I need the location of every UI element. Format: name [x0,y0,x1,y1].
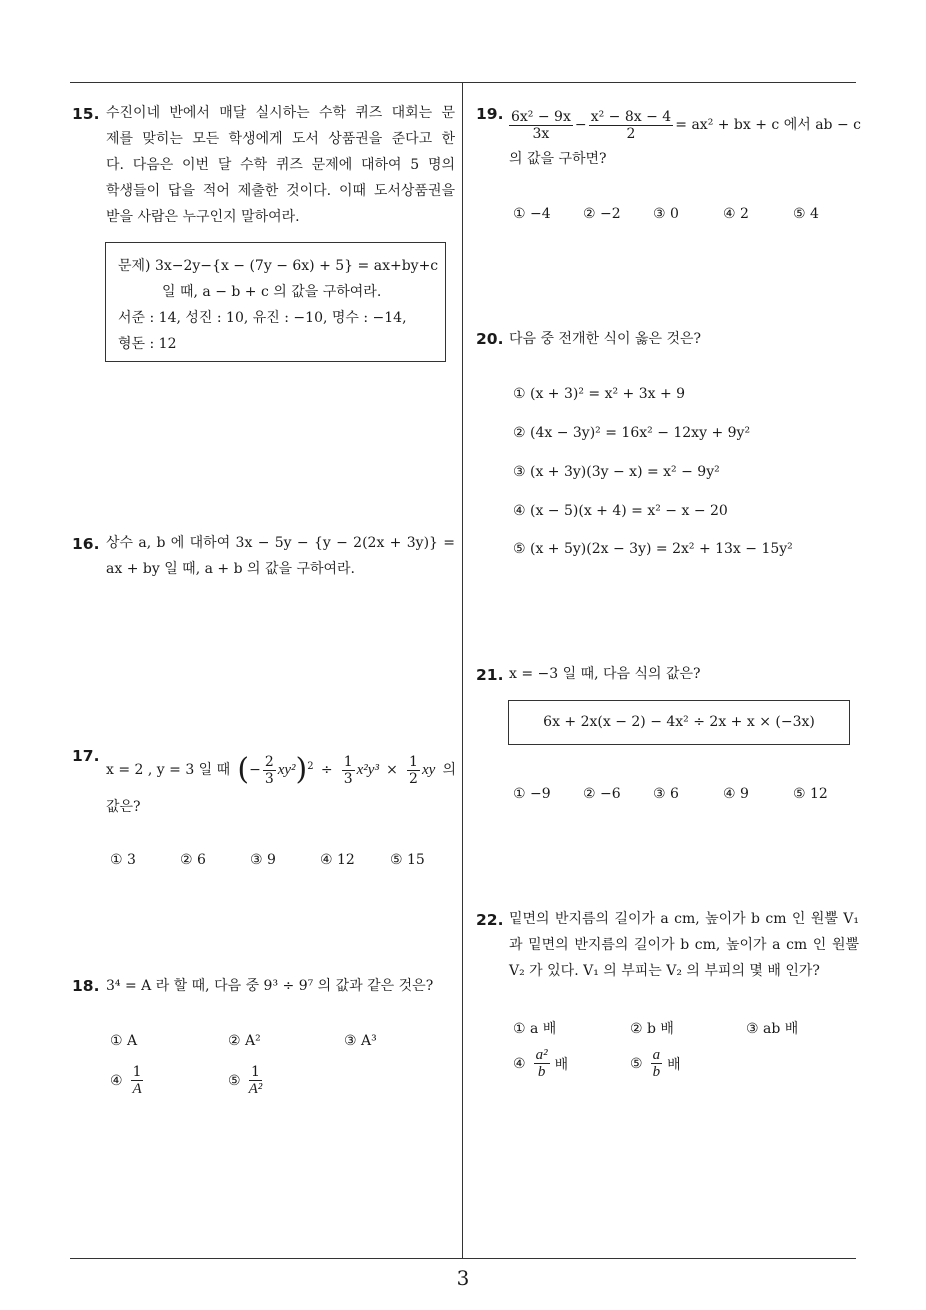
q17-given: x = 2 , y = 3 일 때 [106,762,231,778]
q18-opt5-fraction [249,1064,263,1097]
q17-f3-den: 2 [409,770,418,787]
question-18-text: 3⁴ = A 라 할 때, 다음 중 9³ ÷ 9⁷ 의 값과 같은 것은? [106,978,434,994]
q22-option-5[interactable] [630,1047,681,1080]
q17-times: × [386,762,398,778]
q17-fraction-1 [263,754,276,787]
question-22-line: 과 밑면의 반지름의 길이가 b cm, 높이가 a cm 인 원뿔 [509,937,859,953]
top-rule [70,82,856,83]
q17-option-5[interactable]: ⑤ 15 [390,852,425,868]
q18-option-3[interactable]: ③ A³ [344,1033,377,1049]
column-divider [462,82,463,1259]
q17-minus: − [249,762,261,778]
question-17-number: 17. [72,747,100,765]
question-19-expression [507,103,861,147]
box-line-2: 일 때, a − b + c 의 값을 구하여라. [162,284,382,300]
q22-option-1[interactable]: ① a 배 [513,1021,557,1037]
q20-option-5[interactable]: ⑤ (x + 5y)(2x − 3y) = 2x² + 13x − 15y² [513,541,793,557]
q18-opt4-den: A [132,1081,142,1097]
q18-opt4-label: ④ [110,1072,123,1089]
q20-option-3[interactable]: ③ (x + 3y)(3y − x) = x² − 9y² [513,464,720,480]
question-15-line: 다. 다음은 이번 달 수학 퀴즈 문제에 대하여 5 명의 [106,157,455,173]
question-15-problem-box [105,242,446,362]
question-16-text [106,530,455,582]
q18-opt5-den: A² [248,1081,263,1097]
box-line-3: 서준 : 14, 성진 : 10, 유진 : −10, 명수 : −14, [118,310,407,326]
q22-opt4-fraction [534,1047,550,1080]
q17-square: 2 [307,760,314,772]
q17-div: ÷ [320,762,333,778]
q22-opt4-label: ④ [513,1055,526,1072]
q17-paren-close: ) [295,752,308,787]
question-18-number: 18. [72,977,100,995]
q18-option-1[interactable]: ① A [110,1033,138,1049]
question-15-line: 받을 사람은 누구인지 말하여라. [106,209,300,225]
question-16-line: 상수 a, b 에 대하여 3x − 5y − {y − 2(2x + 3y)} = [106,535,455,551]
question-17-line2: 값은? [106,799,141,815]
q18-opt5-label: ⑤ [228,1072,241,1089]
question-21-text: x = −3 일 때, 다음 식의 값은? [509,666,701,682]
q18-opt4-fraction [131,1064,144,1097]
question-21-number: 21. [476,666,504,684]
q21-option-2[interactable]: ② −6 [583,786,621,802]
q17-f3-num: 1 [409,753,418,770]
q21-option-4[interactable]: ④ 9 [723,786,749,802]
q17-f1-den: 3 [264,770,274,787]
question-20-number: 20. [476,330,504,348]
q17-paren-open: ( [237,752,250,787]
q17-term1 [237,754,313,787]
q22-opt4-num: a² [535,1047,548,1063]
q17-f1-num: 2 [264,753,274,770]
q21-option-3[interactable]: ③ 6 [653,786,679,802]
question-22-text [509,906,859,984]
question-20-text: 다음 중 전개한 식이 옳은 것은? [509,331,702,347]
q19-f1-num: 6x² − 9x [511,108,571,125]
q22-opt4-unit: 배 [554,1056,569,1073]
q19-minus: − [574,117,587,133]
q17-fraction-2 [342,754,355,787]
q22-option-4[interactable] [513,1047,568,1080]
question-16-number: 16. [72,535,100,553]
question-15-line: 학생들이 답을 적어 제출한 것이다. 이때 도서상품권을 [106,183,455,199]
q17-option-4[interactable]: ④ 12 [320,852,355,868]
q19-option-4[interactable]: ④ 2 [723,206,749,222]
q17-xy: xy [421,762,436,778]
q19-rest: = ax² + bx + c 에서 ab − c [675,117,861,133]
question-17-expression [106,748,456,792]
q17-f2-den: 3 [343,770,353,787]
q19-f2-den: 2 [626,125,636,142]
box-line-4: 형돈 : 12 [118,336,177,352]
page-number: 3 [456,1266,470,1290]
question-15-line: 수진이네 반에서 매달 실시하는 수학 퀴즈 대회는 문 [106,105,455,121]
q18-option-4[interactable] [110,1064,145,1097]
q22-option-2[interactable]: ② b 배 [630,1021,674,1037]
q19-f1-den: 3x [532,125,550,142]
q19-fraction-2 [589,109,673,142]
q17-option-3[interactable]: ③ 9 [250,852,276,868]
q17-eui: 의 [442,762,456,778]
q17-term2 [340,754,379,787]
q21-option-1[interactable]: ① −9 [513,786,551,802]
q17-option-2[interactable]: ② 6 [180,852,206,868]
q22-opt4-den: b [537,1064,546,1080]
q18-option-2[interactable]: ② A² [228,1033,261,1049]
question-19-line2: 의 값을 구하면? [509,151,607,167]
question-22-line: 밑면의 반지름의 길이가 a cm, 높이가 b cm 인 원뿔 V₁ [509,911,859,927]
question-19-number: 19. [476,105,504,123]
q21-box-expression: 6x + 2x(x − 2) − 4x² ÷ 2x + x × (−3x) [543,714,815,730]
q17-fraction-3 [407,754,420,787]
q22-opt5-label: ⑤ [630,1055,643,1072]
q22-opt5-num: a [652,1047,661,1063]
q19-f2-num: x² − 8x − 4 [590,108,672,125]
question-22-number: 22. [476,911,504,929]
q17-term3 [405,754,435,787]
q22-option-3[interactable]: ③ ab 배 [746,1021,799,1037]
q20-option-2[interactable]: ② (4x − 3y)² = 16x² − 12xy + 9y² [513,425,751,441]
question-21-expression-box [508,700,850,745]
q22-opt5-fraction [651,1047,663,1080]
q18-opt4-num: 1 [132,1064,142,1080]
q17-option-1[interactable]: ① 3 [110,852,136,868]
q19-option-5[interactable]: ⑤ 4 [793,206,819,222]
q19-option-3[interactable]: ③ 0 [653,206,679,222]
q21-option-5[interactable]: ⑤ 12 [793,786,828,802]
q19-option-1[interactable]: ① −4 [513,206,551,222]
q22-opt5-den: b [652,1064,661,1080]
q17-xy2: xy² [277,762,296,778]
q22-opt5-unit: 배 [667,1056,681,1073]
q20-option-4[interactable]: ④ (x − 5)(x + 4) = x² − x − 20 [513,503,728,519]
bottom-rule [70,1258,856,1259]
box-line-1: 문제) 3x−2y−{x − (7y − 6x) + 5} = ax+by+c [118,258,439,274]
q17-f2-num: 1 [343,753,353,770]
q18-opt5-num: 1 [249,1064,263,1081]
q17-x2y3: x²y³ [356,762,379,778]
q19-option-2[interactable]: ② −2 [583,206,621,222]
question-22-line: V₂ 가 있다. V₁ 의 부피는 V₂ 의 부피의 몇 배 인가? [509,963,820,979]
question-16-line: ax + by 일 때, a + b 의 값을 구하여라. [106,561,356,577]
q19-fraction-1 [509,109,573,142]
q18-option-5[interactable] [228,1064,264,1097]
question-15-number: 15. [72,105,100,123]
q20-option-1[interactable]: ① (x + 3)² = x² + 3x + 9 [513,386,686,402]
question-15-text [106,100,455,230]
question-15-line: 제를 맞히는 모든 학생에게 도서 상품권을 준다고 한 [106,131,455,147]
